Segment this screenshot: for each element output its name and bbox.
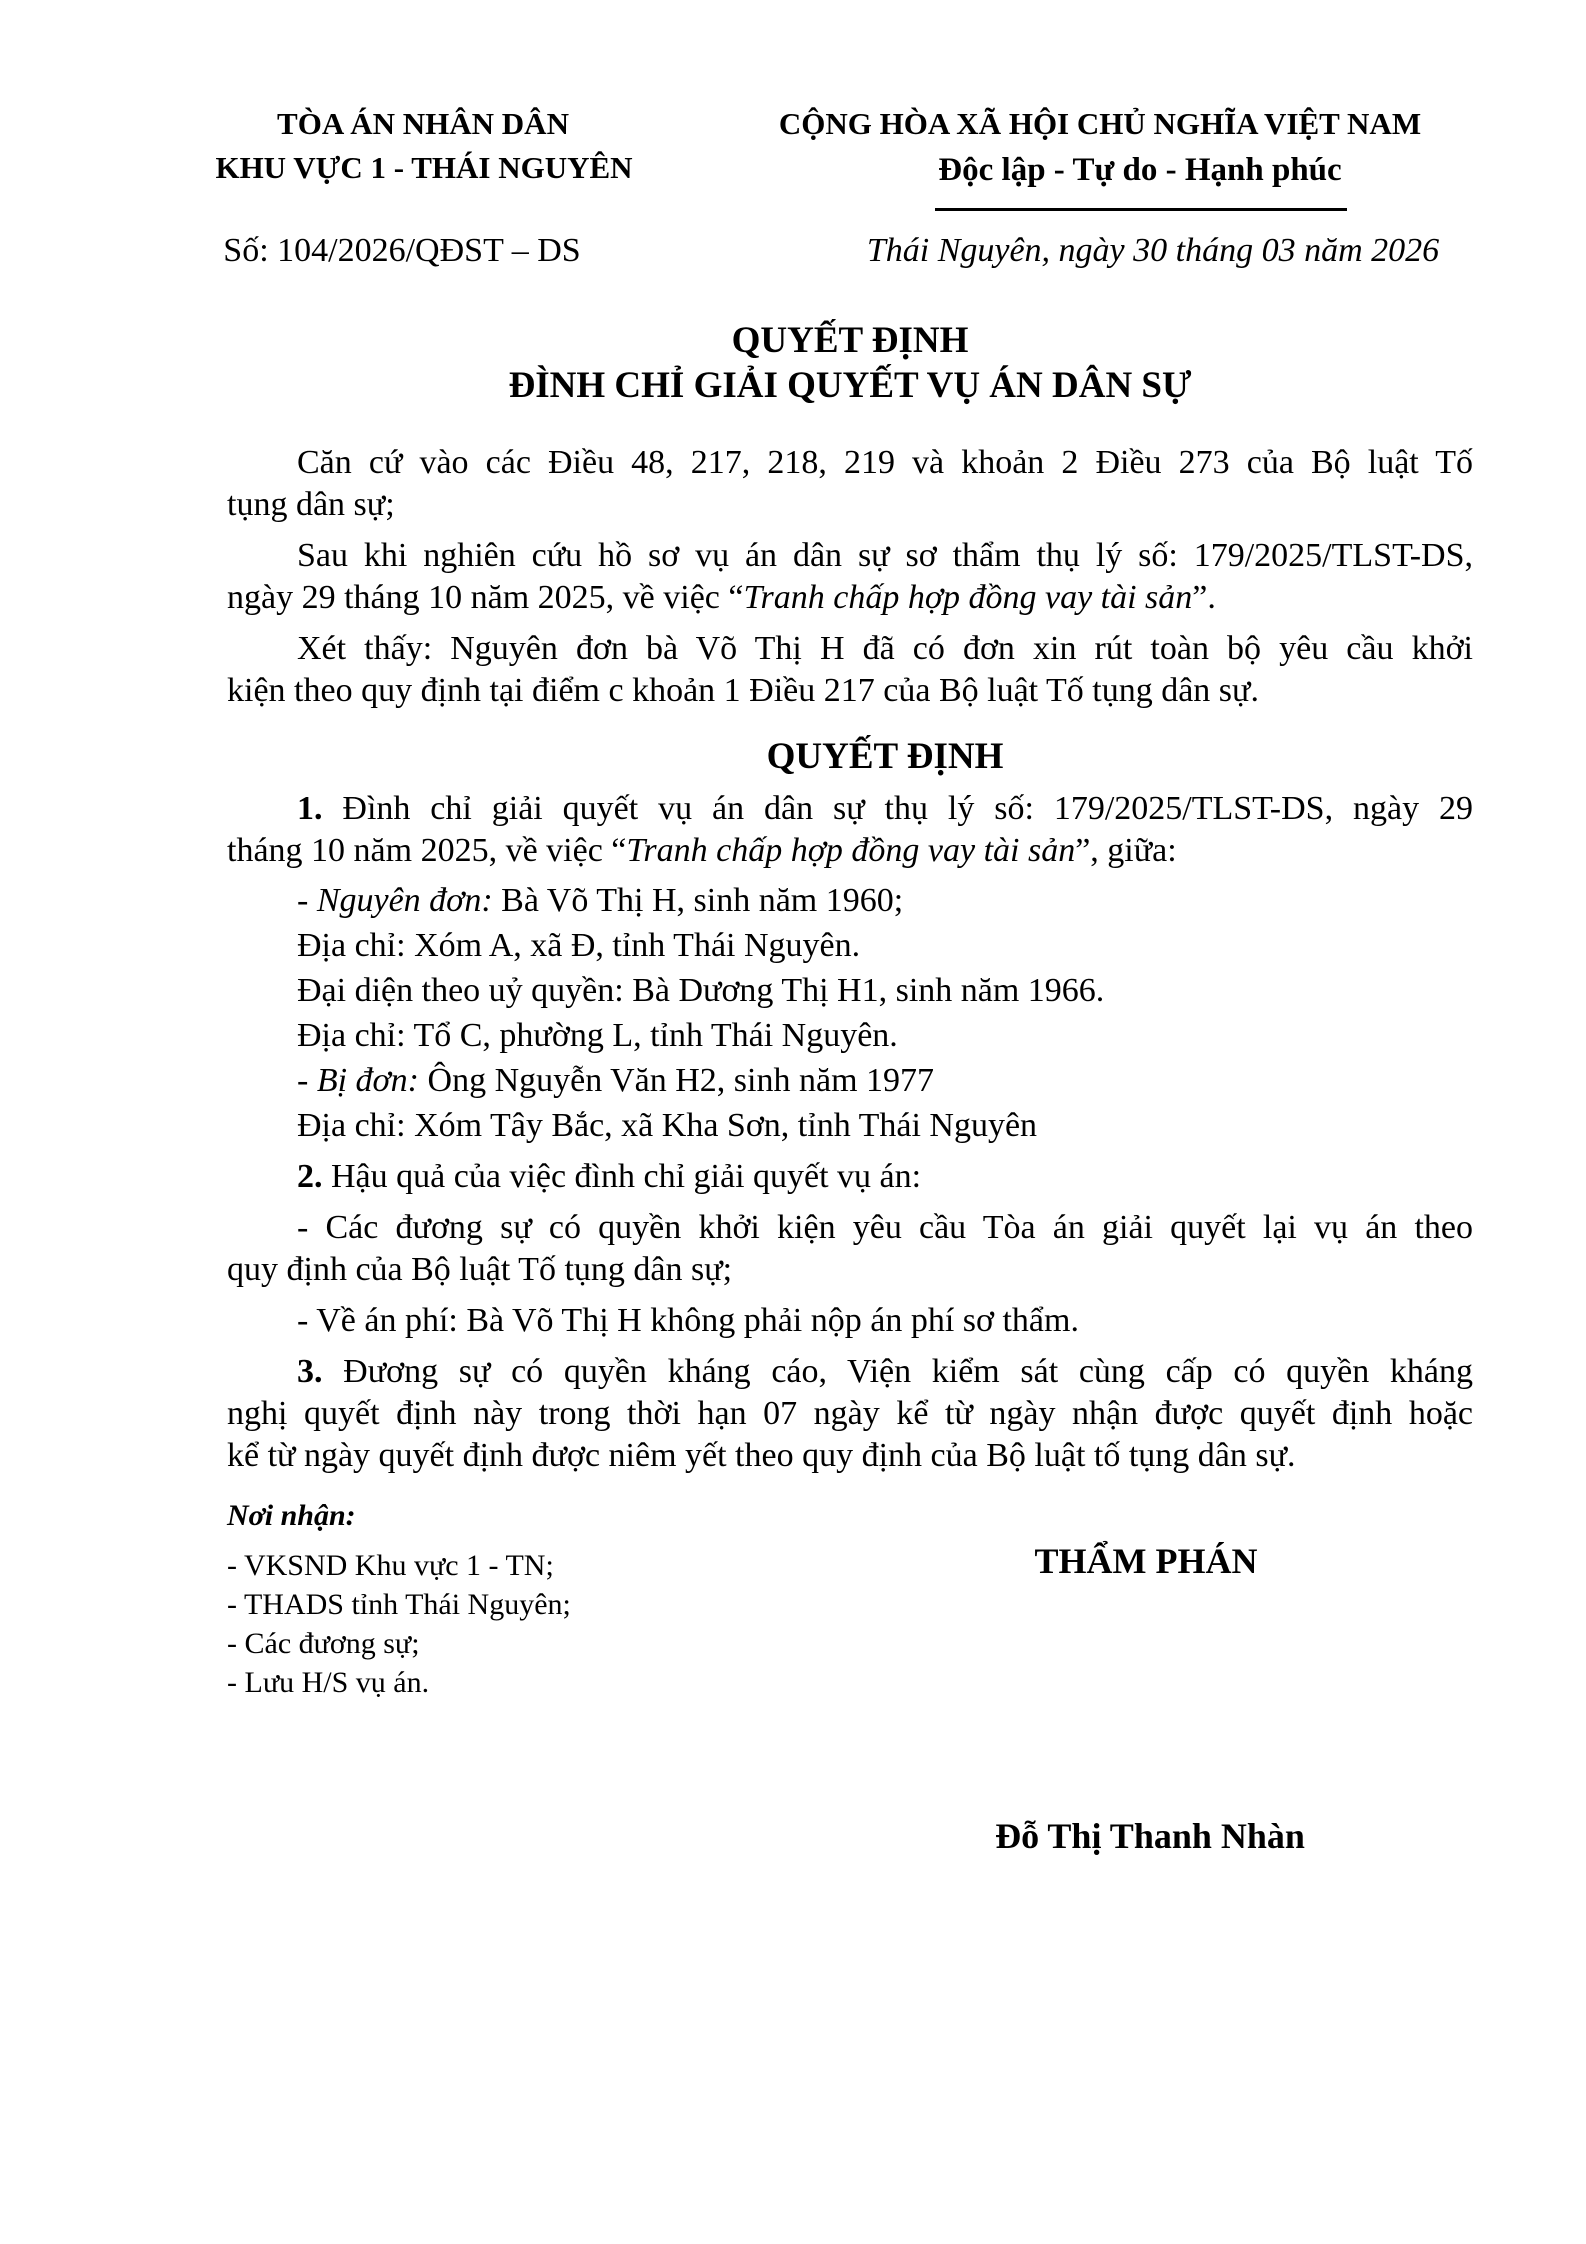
judge-title: THẨM PHÁN bbox=[1034, 1541, 1258, 1581]
text-line: Căn cứ vào các Điều 48, 217, 218, 219 và khoản 2 Điều 273 của Bộ luật Tố bbox=[297, 444, 1473, 481]
text-line: Sau khi nghiên cứu hồ sơ vụ án dân sự sơ thẩm thụ lý số: 179/2025/TLST-DS, bbox=[297, 537, 1473, 574]
text-line: QUYẾT ĐỊNH bbox=[766, 736, 1004, 777]
text-line: Địa chỉ: Xóm Tây Bắc, xã Kha Sơn, tỉnh Thái Nguyên bbox=[297, 1107, 1038, 1144]
text-line: - Bị đơn: Ông Nguyễn Văn H2, sinh năm 1977 bbox=[297, 1062, 935, 1099]
representative-line bbox=[227, 970, 1473, 1012]
text-line: tụng dân sự; bbox=[227, 486, 395, 523]
recipient-item: - THADS tỉnh Thái Nguyên; bbox=[227, 1588, 571, 1621]
text-line: Địa chỉ: Tổ C, phường L, tỉnh Thái Nguyên. bbox=[297, 1017, 898, 1054]
text-line: - Về án phí: Bà Võ Thị H không phải nộp án phí sơ thẩm. bbox=[297, 1302, 1079, 1339]
text-line: - Nguyên đơn: Bà Võ Thị H, sinh năm 1960; bbox=[297, 882, 904, 919]
court-name-line2: KHU VỰC 1 - THÁI NGUYÊN bbox=[215, 150, 633, 185]
text-line: 3. Đương sự có quyền kháng cáo, Viện kiểm sát cùng cấp có quyền kháng bbox=[297, 1353, 1473, 1390]
preamble-paragraph-3 bbox=[227, 628, 1473, 712]
text-line: 1. Đình chỉ giải quyết vụ án dân sự thụ lý số: 179/2025/TLST-DS, ngày 29 bbox=[297, 790, 1473, 827]
court-name-line1: TÒA ÁN NHÂN DÂN bbox=[277, 106, 569, 141]
republic-name-line: CỘNG HÒA XÃ HỘI CHỦ NGHĨA VIỆT NAM bbox=[778, 106, 1422, 141]
recipient-item: - Lưu H/S vụ án. bbox=[227, 1666, 430, 1699]
text-line: kể từ ngày quyết định được niêm yết theo quy định của Bộ luật tố tụng dân sự. bbox=[227, 1437, 1296, 1474]
decision-item-3 bbox=[227, 1351, 1473, 1477]
consequence-paragraph-2 bbox=[227, 1300, 1473, 1342]
motto-underline bbox=[935, 208, 1347, 211]
text-line: kiện theo quy định tại điểm c khoản 1 Điều 217 của Bộ luật Tố tụng dân sự. bbox=[227, 672, 1259, 709]
text-line: Địa chỉ: Xóm A, xã Đ, tỉnh Thái Nguyên. bbox=[297, 927, 861, 964]
decision-section-heading bbox=[227, 734, 1473, 779]
text-line: - Các đương sự có quyền khởi kiện yêu cầu Tòa án giải quyết lại vụ án theo bbox=[297, 1209, 1473, 1246]
text-line: ngày 29 tháng 10 năm 2025, về việc “Tranh chấp hợp đồng vay tài sản”. bbox=[227, 579, 1216, 616]
defendant-address-line bbox=[227, 1105, 1473, 1147]
text-line: 2. Hậu quả của việc đình chỉ giải quyết vụ án: bbox=[297, 1158, 922, 1195]
paragraph-list bbox=[227, 442, 1473, 1477]
plaintiff-line bbox=[227, 880, 1473, 922]
judge-name: Đỗ Thị Thanh Nhàn bbox=[995, 1816, 1305, 1856]
recipients-block bbox=[227, 1498, 571, 1702]
recipients-label: Nơi nhận: bbox=[227, 1499, 356, 1532]
decision-title-line2: ĐÌNH CHỈ GIẢI QUYẾT VỤ ÁN DÂN SỰ bbox=[508, 365, 1192, 406]
preamble-paragraph-1 bbox=[227, 442, 1473, 526]
decision-title-line1: QUYẾT ĐỊNH bbox=[731, 320, 969, 361]
consequence-paragraph-1 bbox=[227, 1207, 1473, 1291]
decision-item-2 bbox=[227, 1156, 1473, 1198]
defendant-line bbox=[227, 1060, 1473, 1102]
text-line: nghị quyết định này trong thời hạn 07 ngày kể từ ngày nhận được quyết định hoặc bbox=[227, 1395, 1473, 1432]
republic-motto-line: Độc lập - Tự do - Hạnh phúc bbox=[938, 152, 1342, 188]
text-line: Xét thấy: Nguyên đơn bà Võ Thị H đã có đơn xin rút toàn bộ yêu cầu khởi bbox=[297, 630, 1473, 667]
document-number: Số: 104/2026/QĐST – DS bbox=[223, 232, 581, 269]
text-line: Đại diện theo uỷ quyền: Bà Dương Thị H1, sinh năm 1966. bbox=[297, 972, 1105, 1009]
representative-address-line bbox=[227, 1015, 1473, 1057]
recipient-item: - VKSND Khu vực 1 - TN; bbox=[227, 1549, 554, 1582]
document-body bbox=[227, 318, 1473, 1477]
recipients-list bbox=[227, 1546, 571, 1702]
decision-item-1 bbox=[227, 788, 1473, 872]
plaintiff-address-line bbox=[227, 925, 1473, 967]
text-line: quy định của Bộ luật Tố tụng dân sự; bbox=[227, 1251, 733, 1288]
place-date-line: Thái Nguyên, ngày 30 tháng 03 năm 2026 bbox=[866, 232, 1440, 269]
preamble-paragraph-2 bbox=[227, 535, 1473, 619]
text-line: tháng 10 năm 2025, về việc “Tranh chấp hợp đồng vay tài sản”, giữa: bbox=[227, 832, 1177, 869]
recipient-item: - Các đương sự; bbox=[227, 1627, 420, 1660]
